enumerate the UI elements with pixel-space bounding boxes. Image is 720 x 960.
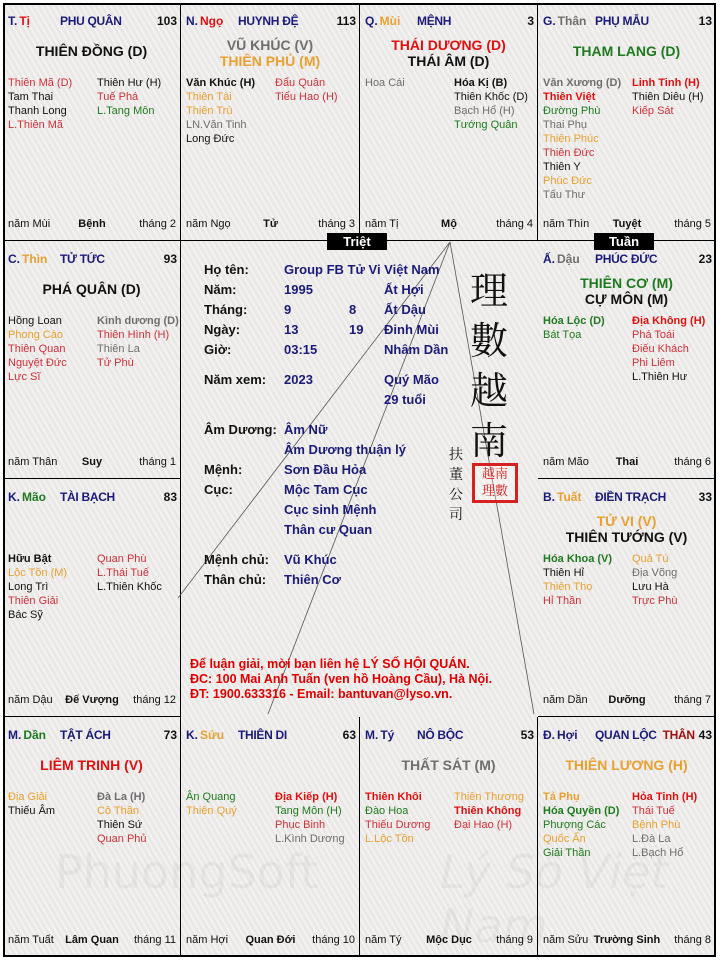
label-thang: Tháng: xyxy=(204,302,248,317)
palace-age: 93 xyxy=(163,252,177,266)
right-star-list xyxy=(632,76,704,118)
star-item: Tiểu Hao (H) xyxy=(275,91,338,103)
star-item: Quốc Ấn xyxy=(543,833,586,845)
star-item: Địa Kiếp (H) xyxy=(275,791,338,803)
star-item: Lưu Hà xyxy=(632,581,669,593)
right-star-list xyxy=(97,314,179,370)
star-item: Bạch Hổ (H) xyxy=(454,105,515,117)
palace-can-chi: B. Tuất xyxy=(543,490,582,504)
right-star-list xyxy=(632,314,705,384)
palace-age: 103 xyxy=(156,14,177,28)
palace-month: tháng 6 xyxy=(674,456,711,468)
star-item: Hóa Lộc (D) xyxy=(543,315,605,327)
palace-header xyxy=(543,728,712,744)
label-cuc: Cục: xyxy=(204,482,233,497)
star-item: Địa Giải xyxy=(8,791,48,803)
star-item: LN.Văn Tinh xyxy=(186,119,247,131)
palace-name: TẬT ÁCH xyxy=(60,728,111,742)
star-item: Tướng Quân xyxy=(454,119,518,131)
palace-stage: Dưỡng xyxy=(608,694,646,706)
palace-name: TÀI BẠCH xyxy=(60,490,115,504)
star-item: Đẩu Quân xyxy=(275,77,326,89)
star-item: Bát Tọa xyxy=(543,329,582,341)
main-stars xyxy=(3,281,180,297)
left-star-list xyxy=(8,76,72,132)
value-thang: 9 xyxy=(284,302,292,317)
star-item: Đà La (H) xyxy=(97,791,146,803)
palace-header xyxy=(8,252,177,268)
star-item: Thiên Việt xyxy=(543,91,596,103)
main-stars xyxy=(360,37,537,69)
left-star-list xyxy=(186,790,237,818)
watermark-phuongsoft xyxy=(55,845,318,899)
palace-age: 63 xyxy=(342,728,356,742)
value-than-chu: Thiên Cơ xyxy=(284,572,341,587)
main-star: PHÁ QUÂN (D) xyxy=(42,281,141,297)
calligraphy-li: 理 xyxy=(470,269,509,313)
notice-line-2: ĐC: 100 Mai Anh Tuấn (ven hồ Hoàng Cầu), Hà Nội. xyxy=(190,672,493,686)
main-stars xyxy=(538,275,715,307)
palace-name: PHÚC ĐỨC xyxy=(595,252,658,266)
star-item: Phá Toái xyxy=(632,329,675,341)
star-item: Trực Phù xyxy=(632,595,678,607)
palace-name: TỬ TỨC xyxy=(60,252,105,266)
star-item: Thiên Không xyxy=(454,805,522,817)
star-item: L.Bạch Hổ xyxy=(632,847,684,859)
main-stars xyxy=(538,43,715,59)
notice-line-1: Để luận giải, mời bạn liên hệ LÝ SỐ HỘI QUÁN. xyxy=(190,657,470,671)
main-star: THÁI DƯƠNG (D) xyxy=(391,37,506,53)
left-star-list xyxy=(543,552,612,608)
palace-footer xyxy=(365,218,533,232)
star-item: L.Thiên Hư xyxy=(632,371,688,383)
left-star-list xyxy=(8,314,67,384)
palace-year: năm Dần xyxy=(543,694,588,706)
value-ngay-am: 19 xyxy=(349,322,364,337)
star-item: Hồng Loan xyxy=(8,315,62,327)
palace-year: năm Thìn xyxy=(543,218,590,230)
palace-year: năm Dậu xyxy=(8,694,53,706)
palace-name: PHỤ MẪU xyxy=(595,14,649,28)
star-item: Thiên Quý xyxy=(186,805,237,817)
main-star: THẤT SÁT (M) xyxy=(401,757,496,773)
star-item: Lộc Tồn (M) xyxy=(8,567,68,579)
star-item: Quan Phù xyxy=(97,553,147,565)
star-item: Phúc Đức xyxy=(543,175,592,187)
palace-month: tháng 4 xyxy=(496,218,533,230)
palace-footer xyxy=(8,934,176,948)
right-star-list xyxy=(275,790,345,846)
palace-month: tháng 3 xyxy=(318,218,355,230)
star-item: Lực Sĩ xyxy=(8,371,41,383)
star-item: Phượng Các xyxy=(543,819,606,831)
star-item: Thiên Khôi xyxy=(365,791,422,803)
star-item: Hóa Quyền (D) xyxy=(543,805,620,817)
star-item: Thiên Hình (H) xyxy=(97,329,170,341)
star-item: Văn Xương (D) xyxy=(543,77,622,89)
right-star-list xyxy=(454,76,528,132)
palace-year: năm Hợi xyxy=(186,934,229,946)
palace-age: 83 xyxy=(163,490,177,504)
star-item: Hoa Cái xyxy=(365,77,405,89)
value-thang-can-chi: Ất Dậu xyxy=(384,302,426,317)
label-ho-ten: Họ tên: xyxy=(204,262,249,277)
palace-year: năm Tuất xyxy=(8,934,54,946)
palace-cell-8 xyxy=(538,479,716,717)
main-star: THIÊN PHỦ (M) xyxy=(219,53,321,69)
palace-month: tháng 10 xyxy=(312,934,355,946)
palace-age: 13 xyxy=(698,14,712,28)
main-star: THIÊN TƯỚNG (V) xyxy=(565,529,688,545)
palace-year: năm Thân xyxy=(8,456,58,468)
star-item: Quan Phủ xyxy=(97,833,147,845)
label-ngay: Ngày: xyxy=(204,322,241,337)
main-stars xyxy=(538,513,715,545)
palace-can-chi: C. Thìn xyxy=(8,252,48,266)
star-item: Tam Thai xyxy=(8,91,54,103)
palace-footer xyxy=(543,456,711,470)
star-item: Phục Binh xyxy=(275,819,326,831)
palace-can-chi: N. Ngọ xyxy=(186,14,224,28)
star-item: Thiên Phúc xyxy=(543,133,599,145)
star-item: Thiên Trù xyxy=(186,105,233,117)
right-star-list xyxy=(454,790,524,832)
palace-age: 23 xyxy=(698,252,712,266)
star-item: Thiên Tài xyxy=(186,91,232,103)
palace-month: tháng 8 xyxy=(674,934,711,946)
star-item: Tuế Phá xyxy=(97,91,139,103)
value-thang-am: 8 xyxy=(349,302,357,317)
star-item: Địa Võng xyxy=(632,567,678,579)
star-item: Thiên Quan xyxy=(8,343,66,355)
label-than-chu: Thân chủ: xyxy=(204,572,267,587)
label-am-duong: Âm Dương: xyxy=(204,422,277,437)
palace-year: năm Mùi xyxy=(8,218,51,230)
palace-can-chi: K. Mão xyxy=(8,490,46,504)
star-item: Kình dương (D) xyxy=(97,315,179,327)
star-item: Thiên Y xyxy=(543,161,581,173)
palace-year: năm Mão xyxy=(543,456,589,468)
star-item: Tử Phù xyxy=(97,357,134,369)
than-badge: THÂN xyxy=(662,728,695,742)
palace-header xyxy=(365,14,534,30)
palace-footer xyxy=(8,456,176,470)
value-gio-can-chi: Nhâm Dần xyxy=(384,342,449,357)
star-item: Thiên Giải xyxy=(8,595,59,607)
star-item: Bệnh Phù xyxy=(632,819,681,831)
palace-stage: Quan Đới xyxy=(245,934,296,946)
star-item: Hữu Bật xyxy=(8,553,52,565)
palace-can-chi: K. Sửu xyxy=(186,728,225,742)
palace-stage: Lâm Quan xyxy=(65,934,119,946)
palace-can-chi: Ấ. Dậu xyxy=(543,252,580,266)
calligraphy-nam: 南 xyxy=(470,419,509,463)
left-star-list xyxy=(365,76,405,90)
star-item: L.Đà La xyxy=(632,833,671,845)
palace-footer xyxy=(543,694,711,708)
value-am-duong: Âm Nữ xyxy=(284,422,328,437)
star-item: L.Kình Dương xyxy=(275,833,345,845)
value-nam: 1995 xyxy=(284,282,313,297)
value-tuoi: 29 tuổi xyxy=(384,392,426,407)
palace-month: tháng 1 xyxy=(139,456,176,468)
palace-month: tháng 7 xyxy=(674,694,711,706)
star-item: Tang Môn (H) xyxy=(275,805,342,817)
palace-cell-3 xyxy=(360,3,538,241)
palace-stage: Tử xyxy=(263,218,278,230)
triet-marker: Triệt xyxy=(327,233,387,250)
palace-year: năm Tị xyxy=(365,218,399,230)
value-ngay-can-chi: Đinh Mùi xyxy=(384,322,439,337)
palace-name: PHU QUÂN xyxy=(60,14,122,28)
value-cuc: Mộc Tam Cục xyxy=(284,482,368,497)
star-item: Thiên Mã (D) xyxy=(8,77,73,89)
palace-footer xyxy=(543,218,711,232)
star-item: Thiếu Âm xyxy=(8,805,56,817)
palace-footer xyxy=(186,934,355,948)
star-item: Tấu Thư xyxy=(543,189,586,201)
left-star-list xyxy=(543,314,605,342)
palace-header xyxy=(186,14,356,30)
palace-cell-9 xyxy=(3,717,181,957)
main-stars xyxy=(3,43,180,59)
palace-can-chi: Q. Mùi xyxy=(365,14,401,28)
palace-cell-4 xyxy=(538,3,716,241)
label-gio: Giờ: xyxy=(204,342,232,357)
palace-can-chi: T. Tị xyxy=(8,14,31,28)
label-menh: Mệnh: xyxy=(204,462,243,477)
palace-name: QUAN LỘC THÂN xyxy=(595,728,695,742)
star-item: Thiên La xyxy=(97,343,140,355)
palace-month: tháng 2 xyxy=(139,218,176,230)
star-item: Thiên Diêu (H) xyxy=(632,91,704,103)
star-item: Hỉ Thần xyxy=(543,595,582,607)
value-ngay: 13 xyxy=(284,322,299,337)
palace-month: tháng 11 xyxy=(133,934,176,946)
star-item: Thiên Đức xyxy=(543,147,595,159)
star-item: Thiên Thương xyxy=(454,791,525,803)
palace-header xyxy=(8,728,177,744)
right-star-list xyxy=(97,790,147,846)
star-item: Phong Cáo xyxy=(8,329,64,341)
palace-cell-5 xyxy=(3,241,181,479)
star-item: Thai Phụ xyxy=(543,119,588,131)
value-cuc-2: Cục sinh Mệnh xyxy=(284,502,377,517)
calligraphy-viet: 越 xyxy=(470,369,509,413)
palace-footer xyxy=(8,218,176,232)
right-star-list xyxy=(97,76,161,118)
star-item: Thiếu Dương xyxy=(365,819,431,831)
main-star: LIÊM TRINH (V) xyxy=(40,757,143,773)
left-star-list xyxy=(543,76,621,202)
palace-stage: Thai xyxy=(615,456,639,468)
star-item: Điếu Khách xyxy=(632,343,689,355)
star-item: Thiên Hỉ xyxy=(543,567,584,579)
palace-month: tháng 12 xyxy=(133,694,176,706)
label-nam: Năm: xyxy=(204,282,237,297)
main-star: TỬ VI (V) xyxy=(596,513,657,529)
star-item: Thanh Long xyxy=(8,105,67,117)
star-item: Đào Hoa xyxy=(365,805,409,817)
main-stars xyxy=(538,757,715,773)
star-item: Hóa Khoa (V) xyxy=(543,553,613,565)
palace-stage: Trường Sinh xyxy=(593,934,661,946)
palace-name: MỆNH xyxy=(417,14,452,28)
palace-month: tháng 5 xyxy=(674,218,711,230)
star-item: Phi Liêm xyxy=(632,357,675,369)
main-star: THAM LANG (D) xyxy=(572,43,681,59)
right-star-list xyxy=(632,552,677,608)
right-star-list xyxy=(275,76,338,104)
star-item: Địa Không (H) xyxy=(632,315,706,327)
star-item: Thiên Sứ xyxy=(97,819,143,831)
notice-line-3: ĐT: 1900.633316 - Email: bantuvan@lyso.vn. xyxy=(190,687,453,701)
left-star-list xyxy=(365,790,430,846)
palace-age: 43 xyxy=(698,728,712,742)
star-item: Thiên Khốc (D) xyxy=(454,91,528,103)
palace-name: ĐIỀN TRẠCH xyxy=(595,490,666,504)
palace-stage: Mộ xyxy=(441,218,457,230)
palace-can-chi: Đ. Hợi xyxy=(543,728,578,742)
palace-header xyxy=(8,14,177,30)
star-item: L.Tang Môn xyxy=(97,105,155,117)
palace-footer xyxy=(8,694,176,708)
left-star-list xyxy=(186,76,255,146)
center-info-panel xyxy=(178,238,536,714)
star-item: Quả Tú xyxy=(632,553,669,565)
star-item: L.Thiên Khốc xyxy=(97,581,162,593)
main-star: CỰ MÔN (M) xyxy=(584,291,669,307)
palace-name: THIÊN DI xyxy=(238,728,287,742)
palace-stage: Suy xyxy=(81,456,103,468)
palace-cell-10 xyxy=(181,717,360,957)
value-nam-xem: 2023 xyxy=(284,372,313,387)
left-star-list xyxy=(8,552,67,622)
star-item: Bác Sỹ xyxy=(8,609,43,621)
star-item: Linh Tinh (H) xyxy=(632,77,700,89)
tuan-marker: Tuần xyxy=(594,233,654,250)
palace-age: 113 xyxy=(336,14,356,28)
watermark-ly-so xyxy=(440,845,720,953)
star-item: L.Thiên Mã xyxy=(8,119,64,131)
value-ho-ten: Group FB Tử Vi Việt Nam xyxy=(284,262,440,277)
palace-month: tháng 9 xyxy=(496,934,533,946)
star-item: L.Lộc Tồn xyxy=(365,833,414,845)
palace-can-chi: G. Thân xyxy=(543,14,587,28)
star-item: Thiên Hư (H) xyxy=(97,77,162,89)
value-nam-can-chi: Ất Hợi xyxy=(384,282,424,297)
palace-stage: Tuyệt xyxy=(612,218,642,230)
palace-footer xyxy=(186,218,355,232)
main-star: VŨ KHÚC (V) xyxy=(226,37,314,53)
star-item: Đường Phù xyxy=(543,105,601,117)
star-item: L.Thái Tuế xyxy=(97,567,149,579)
palace-age: 33 xyxy=(698,490,712,504)
palace-cell-6 xyxy=(538,241,716,479)
star-item: Thái Tuế xyxy=(632,805,675,817)
palace-year: năm Tý xyxy=(365,934,402,946)
palace-header xyxy=(543,490,712,506)
star-item: Thiên Thọ xyxy=(543,581,593,593)
contact-notice xyxy=(190,657,492,702)
calligraphy-so: 數 xyxy=(470,319,509,363)
value-cuc-3: Thân cư Quan xyxy=(284,522,373,537)
star-item: Đại Hao (H) xyxy=(454,819,513,831)
main-stars xyxy=(181,37,359,69)
right-star-list xyxy=(97,552,162,594)
value-menh-chu: Vũ Khúc xyxy=(284,552,337,567)
palace-year: năm Sửu xyxy=(543,934,589,946)
palace-header xyxy=(365,728,534,744)
palace-stage: Mộc Dục xyxy=(426,934,472,946)
main-star: THIÊN CƠ (M) xyxy=(580,275,673,291)
value-am-duong-2: Âm Dương thuận lý xyxy=(284,442,406,457)
palace-age: 3 xyxy=(527,14,534,28)
star-item: Tả Phụ xyxy=(543,791,580,803)
star-item: Long Trì xyxy=(8,581,49,593)
main-stars xyxy=(3,757,180,773)
palace-header xyxy=(543,14,712,30)
value-gio: 03:15 xyxy=(284,342,318,357)
palace-stage: Đế Vượng xyxy=(65,694,119,706)
star-item: Hóa Kị (B) xyxy=(454,77,508,89)
palace-name: NÔ BỘC xyxy=(417,728,464,742)
main-star: THIÊN LƯƠNG (H) xyxy=(565,757,688,773)
palace-age: 73 xyxy=(163,728,177,742)
palace-cell-7 xyxy=(3,479,181,717)
label-nam-xem: Năm xem: xyxy=(204,372,267,387)
palace-can-chi: M. Tý xyxy=(365,728,395,742)
star-item: Hỏa Tinh (H) xyxy=(632,791,698,803)
palace-stage: Bệnh xyxy=(78,218,106,230)
star-item: Văn Khúc (H) xyxy=(186,77,256,89)
palace-cell-2 xyxy=(181,3,360,241)
red-seal-stamp: 越南 理數 xyxy=(472,463,518,503)
palace-can-chi: M. Dần xyxy=(8,728,47,742)
main-star: THIÊN ĐỒNG (D) xyxy=(35,43,148,59)
palace-age: 53 xyxy=(520,728,534,742)
main-stars xyxy=(360,757,537,773)
palace-name: HUYNH ĐỆ xyxy=(238,14,299,28)
star-item: Cô Thần xyxy=(97,805,139,817)
star-item: Long Đức xyxy=(186,133,235,145)
main-star: THÁI ÂM (D) xyxy=(407,53,490,69)
calligraphy-small: 扶 董 公 司 xyxy=(449,447,463,523)
star-item: Ân Quang xyxy=(186,791,236,803)
left-star-list xyxy=(8,790,55,818)
palace-cell-1 xyxy=(3,3,181,241)
palace-header xyxy=(543,252,712,268)
palace-header xyxy=(8,490,177,506)
star-item: Giải Thần xyxy=(543,847,591,859)
value-menh: Sơn Đầu Hỏa xyxy=(284,462,367,477)
label-menh-chu: Mệnh chủ: xyxy=(204,552,269,567)
palace-header xyxy=(186,728,356,744)
palace-year: năm Ngọ xyxy=(186,218,231,230)
value-nam-xem-can-chi: Quý Mão xyxy=(384,372,439,387)
star-item: Kiếp Sát xyxy=(632,105,674,117)
star-item: Nguyệt Đức xyxy=(8,357,67,369)
